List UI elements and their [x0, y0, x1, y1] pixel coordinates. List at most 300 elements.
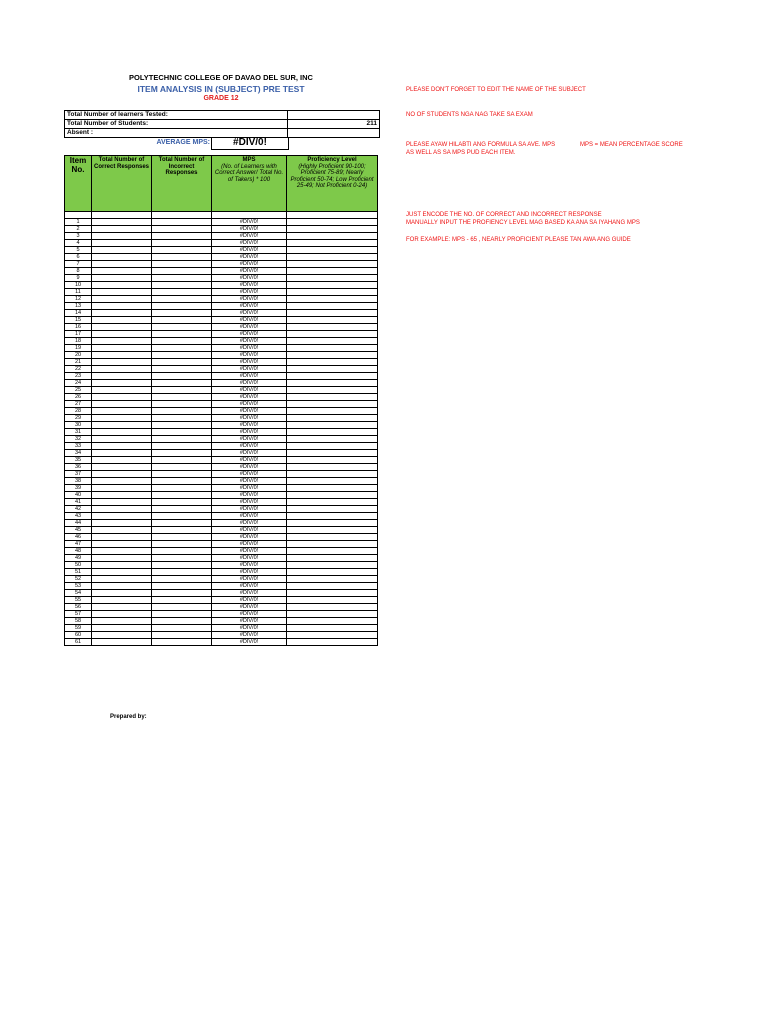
incorrect-cell[interactable]: [152, 457, 212, 464]
proficiency-cell[interactable]: [287, 436, 378, 443]
proficiency-cell[interactable]: [287, 520, 378, 527]
correct-cell[interactable]: [92, 296, 152, 303]
table-row: [65, 611, 378, 618]
incorrect-cell[interactable]: [152, 394, 212, 401]
proficiency-cell[interactable]: [287, 387, 378, 394]
table-row: [65, 576, 378, 583]
proficiency-cell[interactable]: [287, 317, 378, 324]
prepared-by: Prepared by:: [110, 714, 147, 720]
item-no-cell: 17: [65, 331, 92, 338]
table-row: [65, 275, 378, 282]
correct-cell[interactable]: [92, 478, 152, 485]
incorrect-cell[interactable]: [152, 632, 212, 639]
correct-cell[interactable]: [92, 499, 152, 506]
incorrect-cell[interactable]: [152, 310, 212, 317]
table-row: [65, 240, 378, 247]
table-row: [65, 338, 378, 345]
incorrect-cell[interactable]: [152, 485, 212, 492]
average-mps-value: #DIV/0!: [211, 137, 289, 150]
proficiency-cell[interactable]: [287, 219, 378, 226]
correct-cell[interactable]: [92, 366, 152, 373]
incorrect-cell[interactable]: [152, 226, 212, 233]
item-no-cell: 30: [65, 422, 92, 429]
correct-cell[interactable]: [92, 261, 152, 268]
proficiency-cell[interactable]: [287, 275, 378, 282]
incorrect-cell[interactable]: [152, 471, 212, 478]
mps-cell: #DIV/0!: [212, 247, 287, 254]
proficiency-cell[interactable]: [287, 345, 378, 352]
col-correct-responses: Total Number of Correct Responses: [92, 156, 152, 212]
item-no-cell: 44: [65, 520, 92, 527]
correct-cell[interactable]: [92, 352, 152, 359]
mps-cell: #DIV/0!: [212, 457, 287, 464]
incorrect-cell[interactable]: [152, 429, 212, 436]
table-row: [65, 317, 378, 324]
incorrect-cell[interactable]: [152, 408, 212, 415]
incorrect-cell[interactable]: [152, 240, 212, 247]
proficiency-cell[interactable]: [287, 492, 378, 499]
table-row: [65, 380, 378, 387]
incorrect-cell[interactable]: [152, 464, 212, 471]
proficiency-cell[interactable]: [287, 548, 378, 555]
incorrect-cell[interactable]: [152, 275, 212, 282]
correct-cell[interactable]: [92, 471, 152, 478]
incorrect-cell[interactable]: [152, 219, 212, 226]
proficiency-cell[interactable]: [287, 296, 378, 303]
correct-cell[interactable]: [92, 254, 152, 261]
proficiency-cell[interactable]: [287, 254, 378, 261]
item-no-cell: 58: [65, 618, 92, 625]
correct-cell[interactable]: [92, 422, 152, 429]
correct-cell[interactable]: [92, 513, 152, 520]
proficiency-cell[interactable]: [287, 282, 378, 289]
proficiency-cell[interactable]: [287, 443, 378, 450]
proficiency-cell[interactable]: [287, 289, 378, 296]
proficiency-cell[interactable]: [287, 408, 378, 415]
incorrect-cell[interactable]: [152, 513, 212, 520]
item-no-cell: 39: [65, 485, 92, 492]
correct-cell[interactable]: [92, 289, 152, 296]
correct-cell[interactable]: [92, 527, 152, 534]
table-row: [65, 366, 378, 373]
incorrect-cell[interactable]: [152, 373, 212, 380]
incorrect-cell[interactable]: [152, 345, 212, 352]
proficiency-cell[interactable]: [287, 618, 378, 625]
proficiency-cell[interactable]: [287, 338, 378, 345]
table-row: [65, 226, 378, 233]
correct-cell[interactable]: [92, 436, 152, 443]
incorrect-cell[interactable]: [152, 450, 212, 457]
correct-cell[interactable]: [92, 373, 152, 380]
correct-cell[interactable]: [92, 429, 152, 436]
col-mps-formula: (No. of Learners with Correct Answer/ Total No. of Takers) * 100: [214, 163, 284, 183]
proficiency-cell[interactable]: [287, 380, 378, 387]
table-row: [65, 247, 378, 254]
proficiency-cell[interactable]: [287, 261, 378, 268]
correct-cell[interactable]: [92, 597, 152, 604]
incorrect-cell[interactable]: [152, 317, 212, 324]
incorrect-cell[interactable]: [152, 380, 212, 387]
note-formula-2: AS WELL AS SA MPS PUD EACH ITEM.: [406, 150, 516, 156]
correct-cell[interactable]: [92, 324, 152, 331]
mps-cell: #DIV/0!: [212, 408, 287, 415]
incorrect-cell[interactable]: [152, 555, 212, 562]
correct-cell[interactable]: [92, 555, 152, 562]
students-value[interactable]: 211: [288, 120, 380, 129]
incorrect-cell[interactable]: [152, 233, 212, 240]
incorrect-cell[interactable]: [152, 520, 212, 527]
incorrect-cell[interactable]: [152, 387, 212, 394]
proficiency-cell[interactable]: [287, 394, 378, 401]
correct-cell[interactable]: [92, 464, 152, 471]
table-row: [65, 555, 378, 562]
correct-cell[interactable]: [92, 548, 152, 555]
incorrect-cell[interactable]: [152, 597, 212, 604]
item-no-cell: 38: [65, 478, 92, 485]
correct-cell[interactable]: [92, 569, 152, 576]
correct-cell[interactable]: [92, 520, 152, 527]
mps-cell: #DIV/0!: [212, 576, 287, 583]
mps-cell: #DIV/0!: [212, 317, 287, 324]
proficiency-cell[interactable]: [287, 639, 378, 646]
mps-cell: #DIV/0!: [212, 219, 287, 226]
incorrect-cell[interactable]: [152, 366, 212, 373]
correct-cell[interactable]: [92, 303, 152, 310]
proficiency-cell[interactable]: [287, 352, 378, 359]
item-no-cell: 32: [65, 436, 92, 443]
note-formula-1: PLEASE AYAW HILABTI ANG FORMULA SA AVE. MPS: [406, 142, 556, 148]
item-analysis-table: [64, 155, 378, 646]
note-manual-input: MANUALLY INPUT THE PROFIENCY LEVEL MAG BASED KA ANA SA IYAHANG MPS: [406, 220, 640, 226]
mps-cell: #DIV/0!: [212, 373, 287, 380]
correct-cell[interactable]: [92, 450, 152, 457]
incorrect-cell[interactable]: [152, 527, 212, 534]
mps-cell: #DIV/0!: [212, 338, 287, 345]
incorrect-cell[interactable]: [152, 562, 212, 569]
table-row: [65, 373, 378, 380]
item-no-cell: 37: [65, 471, 92, 478]
col-mps: [212, 156, 287, 212]
incorrect-cell[interactable]: [152, 422, 212, 429]
mps-cell: #DIV/0!: [212, 268, 287, 275]
mps-cell: #DIV/0!: [212, 471, 287, 478]
proficiency-cell[interactable]: [287, 303, 378, 310]
item-no-cell: 61: [65, 639, 92, 646]
correct-cell[interactable]: [92, 408, 152, 415]
sheet-title: ITEM ANALYSIS IN (SUBJECT) PRE TEST: [137, 84, 305, 94]
item-no-cell: 36: [65, 464, 92, 471]
proficiency-cell[interactable]: [287, 331, 378, 338]
incorrect-cell[interactable]: [152, 303, 212, 310]
incorrect-cell[interactable]: [152, 534, 212, 541]
item-no-cell: 27: [65, 401, 92, 408]
absent-value-cell[interactable]: [288, 129, 380, 138]
correct-cell[interactable]: [92, 583, 152, 590]
proficiency-cell[interactable]: [287, 597, 378, 604]
correct-cell[interactable]: [92, 639, 152, 646]
incorrect-cell[interactable]: [152, 415, 212, 422]
proficiency-cell[interactable]: [287, 310, 378, 317]
proficiency-cell[interactable]: [287, 583, 378, 590]
correct-cell[interactable]: [92, 226, 152, 233]
table-row: [65, 597, 378, 604]
incorrect-cell[interactable]: [152, 359, 212, 366]
table-row: [65, 303, 378, 310]
tested-value-cell[interactable]: [288, 111, 380, 120]
correct-cell[interactable]: [92, 394, 152, 401]
proficiency-cell[interactable]: [287, 604, 378, 611]
correct-cell[interactable]: [92, 317, 152, 324]
incorrect-cell[interactable]: [152, 443, 212, 450]
correct-cell[interactable]: [92, 632, 152, 639]
correct-cell[interactable]: [92, 275, 152, 282]
incorrect-cell[interactable]: [152, 352, 212, 359]
proficiency-cell[interactable]: [287, 359, 378, 366]
mps-cell: #DIV/0!: [212, 401, 287, 408]
item-no-cell: 55: [65, 597, 92, 604]
proficiency-cell[interactable]: [287, 415, 378, 422]
students-label: Total Number of Students:: [65, 120, 288, 129]
correct-cell[interactable]: [92, 359, 152, 366]
mps-cell: #DIV/0!: [212, 499, 287, 506]
item-no-cell: 20: [65, 352, 92, 359]
correct-cell[interactable]: [92, 590, 152, 597]
proficiency-cell[interactable]: [287, 464, 378, 471]
proficiency-cell[interactable]: [287, 450, 378, 457]
proficiency-cell[interactable]: [287, 590, 378, 597]
incorrect-cell[interactable]: [152, 247, 212, 254]
table-row: [65, 499, 378, 506]
item-no-cell: 34: [65, 450, 92, 457]
item-rows: [65, 219, 378, 646]
table-row: [65, 394, 378, 401]
mps-cell: #DIV/0!: [212, 233, 287, 240]
incorrect-cell[interactable]: [152, 611, 212, 618]
proficiency-cell[interactable]: [287, 576, 378, 583]
item-no-cell: 52: [65, 576, 92, 583]
item-no-cell: 50: [65, 562, 92, 569]
correct-cell[interactable]: [92, 485, 152, 492]
correct-cell[interactable]: [92, 310, 152, 317]
correct-cell[interactable]: [92, 380, 152, 387]
incorrect-cell[interactable]: [152, 590, 212, 597]
correct-cell[interactable]: [92, 401, 152, 408]
incorrect-cell[interactable]: [152, 548, 212, 555]
correct-cell[interactable]: [92, 331, 152, 338]
school-name: POLYTECHNIC COLLEGE OF DAVAO DEL SUR, INC: [129, 73, 313, 82]
incorrect-cell[interactable]: [152, 436, 212, 443]
table-row: [65, 583, 378, 590]
incorrect-cell[interactable]: [152, 289, 212, 296]
table-row: [65, 436, 378, 443]
mps-cell: #DIV/0!: [212, 275, 287, 282]
proficiency-cell[interactable]: [287, 541, 378, 548]
table-row: [65, 604, 378, 611]
proficiency-cell[interactable]: [287, 562, 378, 569]
correct-cell[interactable]: [92, 282, 152, 289]
incorrect-cell[interactable]: [152, 324, 212, 331]
incorrect-cell[interactable]: [152, 576, 212, 583]
incorrect-cell[interactable]: [152, 296, 212, 303]
incorrect-cell[interactable]: [152, 478, 212, 485]
correct-cell[interactable]: [92, 576, 152, 583]
table-row: [65, 233, 378, 240]
item-no-cell: 3: [65, 233, 92, 240]
incorrect-cell[interactable]: [152, 492, 212, 499]
incorrect-cell[interactable]: [152, 604, 212, 611]
incorrect-cell[interactable]: [152, 338, 212, 345]
proficiency-cell[interactable]: [287, 240, 378, 247]
incorrect-cell[interactable]: [152, 331, 212, 338]
proficiency-cell[interactable]: [287, 422, 378, 429]
item-no-cell: 8: [65, 268, 92, 275]
proficiency-cell[interactable]: [287, 471, 378, 478]
correct-cell[interactable]: [92, 541, 152, 548]
proficiency-cell[interactable]: [287, 226, 378, 233]
proficiency-cell[interactable]: [287, 457, 378, 464]
correct-cell[interactable]: [92, 625, 152, 632]
mps-cell: #DIV/0!: [212, 520, 287, 527]
correct-cell[interactable]: [92, 233, 152, 240]
mps-cell: #DIV/0!: [212, 380, 287, 387]
col-mps-title: MPS: [242, 157, 256, 163]
incorrect-cell[interactable]: [152, 254, 212, 261]
correct-cell[interactable]: [92, 604, 152, 611]
proficiency-cell[interactable]: [287, 527, 378, 534]
table-row: [65, 513, 378, 520]
proficiency-cell[interactable]: [287, 499, 378, 506]
incorrect-cell[interactable]: [152, 618, 212, 625]
item-no-cell: 42: [65, 506, 92, 513]
mps-cell: #DIV/0!: [212, 436, 287, 443]
item-no-cell: 33: [65, 443, 92, 450]
proficiency-cell[interactable]: [287, 429, 378, 436]
proficiency-cell[interactable]: [287, 324, 378, 331]
table-row: [65, 548, 378, 555]
col-proficiency-level: [287, 156, 378, 212]
proficiency-cell[interactable]: [287, 485, 378, 492]
correct-cell[interactable]: [92, 415, 152, 422]
incorrect-cell[interactable]: [152, 282, 212, 289]
item-no-cell: 2: [65, 226, 92, 233]
proficiency-cell[interactable]: [287, 625, 378, 632]
table-row: [65, 492, 378, 499]
table-row: [65, 590, 378, 597]
item-no-cell: 43: [65, 513, 92, 520]
item-no-cell: 45: [65, 527, 92, 534]
correct-cell[interactable]: [92, 562, 152, 569]
item-no-cell: 4: [65, 240, 92, 247]
mps-cell: #DIV/0!: [212, 548, 287, 555]
mps-cell: #DIV/0!: [212, 506, 287, 513]
incorrect-cell[interactable]: [152, 268, 212, 275]
correct-cell[interactable]: [92, 247, 152, 254]
mps-cell: #DIV/0!: [212, 583, 287, 590]
proficiency-cell[interactable]: [287, 401, 378, 408]
col-level-desc: (Highly Proficient 90-100; Proficient 75-89; Nearly Proficient 50-74; Low Proficient 25-49; Not Proficient 0-24): [290, 163, 374, 189]
mps-cell: #DIV/0!: [212, 387, 287, 394]
table-row: [65, 464, 378, 471]
table-row: [65, 478, 378, 485]
grade-level: GRADE 12: [203, 95, 239, 102]
correct-cell[interactable]: [92, 457, 152, 464]
proficiency-cell[interactable]: [287, 478, 378, 485]
correct-cell[interactable]: [92, 338, 152, 345]
incorrect-cell[interactable]: [152, 401, 212, 408]
table-row: [65, 569, 378, 576]
correct-cell[interactable]: [92, 345, 152, 352]
incorrect-cell[interactable]: [152, 506, 212, 513]
mps-cell: #DIV/0!: [212, 394, 287, 401]
item-no-cell: 41: [65, 499, 92, 506]
table-row: [65, 401, 378, 408]
incorrect-cell[interactable]: [152, 583, 212, 590]
mps-cell: #DIV/0!: [212, 597, 287, 604]
correct-cell[interactable]: [92, 240, 152, 247]
note-mps-definition: MPS = MEAN PERCENTAGE SCORE: [580, 142, 683, 148]
proficiency-cell[interactable]: [287, 632, 378, 639]
proficiency-cell[interactable]: [287, 513, 378, 520]
incorrect-cell[interactable]: [152, 639, 212, 646]
incorrect-cell[interactable]: [152, 261, 212, 268]
incorrect-cell[interactable]: [152, 541, 212, 548]
correct-cell[interactable]: [92, 618, 152, 625]
mps-cell: #DIV/0!: [212, 450, 287, 457]
table-row: [65, 387, 378, 394]
correct-cell[interactable]: [92, 268, 152, 275]
correct-cell[interactable]: [92, 534, 152, 541]
item-no-cell: 26: [65, 394, 92, 401]
summary-table: [64, 110, 380, 138]
correct-cell[interactable]: [92, 387, 152, 394]
item-no-cell: 54: [65, 590, 92, 597]
table-row: [65, 443, 378, 450]
proficiency-cell[interactable]: [287, 555, 378, 562]
proficiency-cell[interactable]: [287, 268, 378, 275]
mps-cell: #DIV/0!: [212, 352, 287, 359]
mps-cell: #DIV/0!: [212, 611, 287, 618]
mps-cell: #DIV/0!: [212, 254, 287, 261]
item-no-cell: 21: [65, 359, 92, 366]
proficiency-cell[interactable]: [287, 233, 378, 240]
table-row: [65, 310, 378, 317]
correct-cell[interactable]: [92, 506, 152, 513]
proficiency-cell[interactable]: [287, 506, 378, 513]
mps-cell: #DIV/0!: [212, 618, 287, 625]
incorrect-cell[interactable]: [152, 625, 212, 632]
mps-cell: #DIV/0!: [212, 625, 287, 632]
average-mps-label: AVERAGE MPS:: [156, 139, 210, 146]
item-no-cell: 46: [65, 534, 92, 541]
proficiency-cell[interactable]: [287, 366, 378, 373]
mps-cell: #DIV/0!: [212, 303, 287, 310]
proficiency-cell[interactable]: [287, 373, 378, 380]
note-encode: JUST ENCODE THE NO. OF CORRECT AND INCORRECT RESPONSE: [406, 212, 602, 218]
proficiency-cell[interactable]: [287, 534, 378, 541]
correct-cell[interactable]: [92, 443, 152, 450]
correct-cell[interactable]: [92, 611, 152, 618]
mps-cell: #DIV/0!: [212, 422, 287, 429]
correct-cell[interactable]: [92, 219, 152, 226]
incorrect-cell[interactable]: [152, 569, 212, 576]
item-no-cell: 11: [65, 289, 92, 296]
incorrect-cell[interactable]: [152, 499, 212, 506]
mps-cell: #DIV/0!: [212, 366, 287, 373]
proficiency-cell[interactable]: [287, 569, 378, 576]
proficiency-cell[interactable]: [287, 611, 378, 618]
correct-cell[interactable]: [92, 492, 152, 499]
proficiency-cell[interactable]: [287, 247, 378, 254]
